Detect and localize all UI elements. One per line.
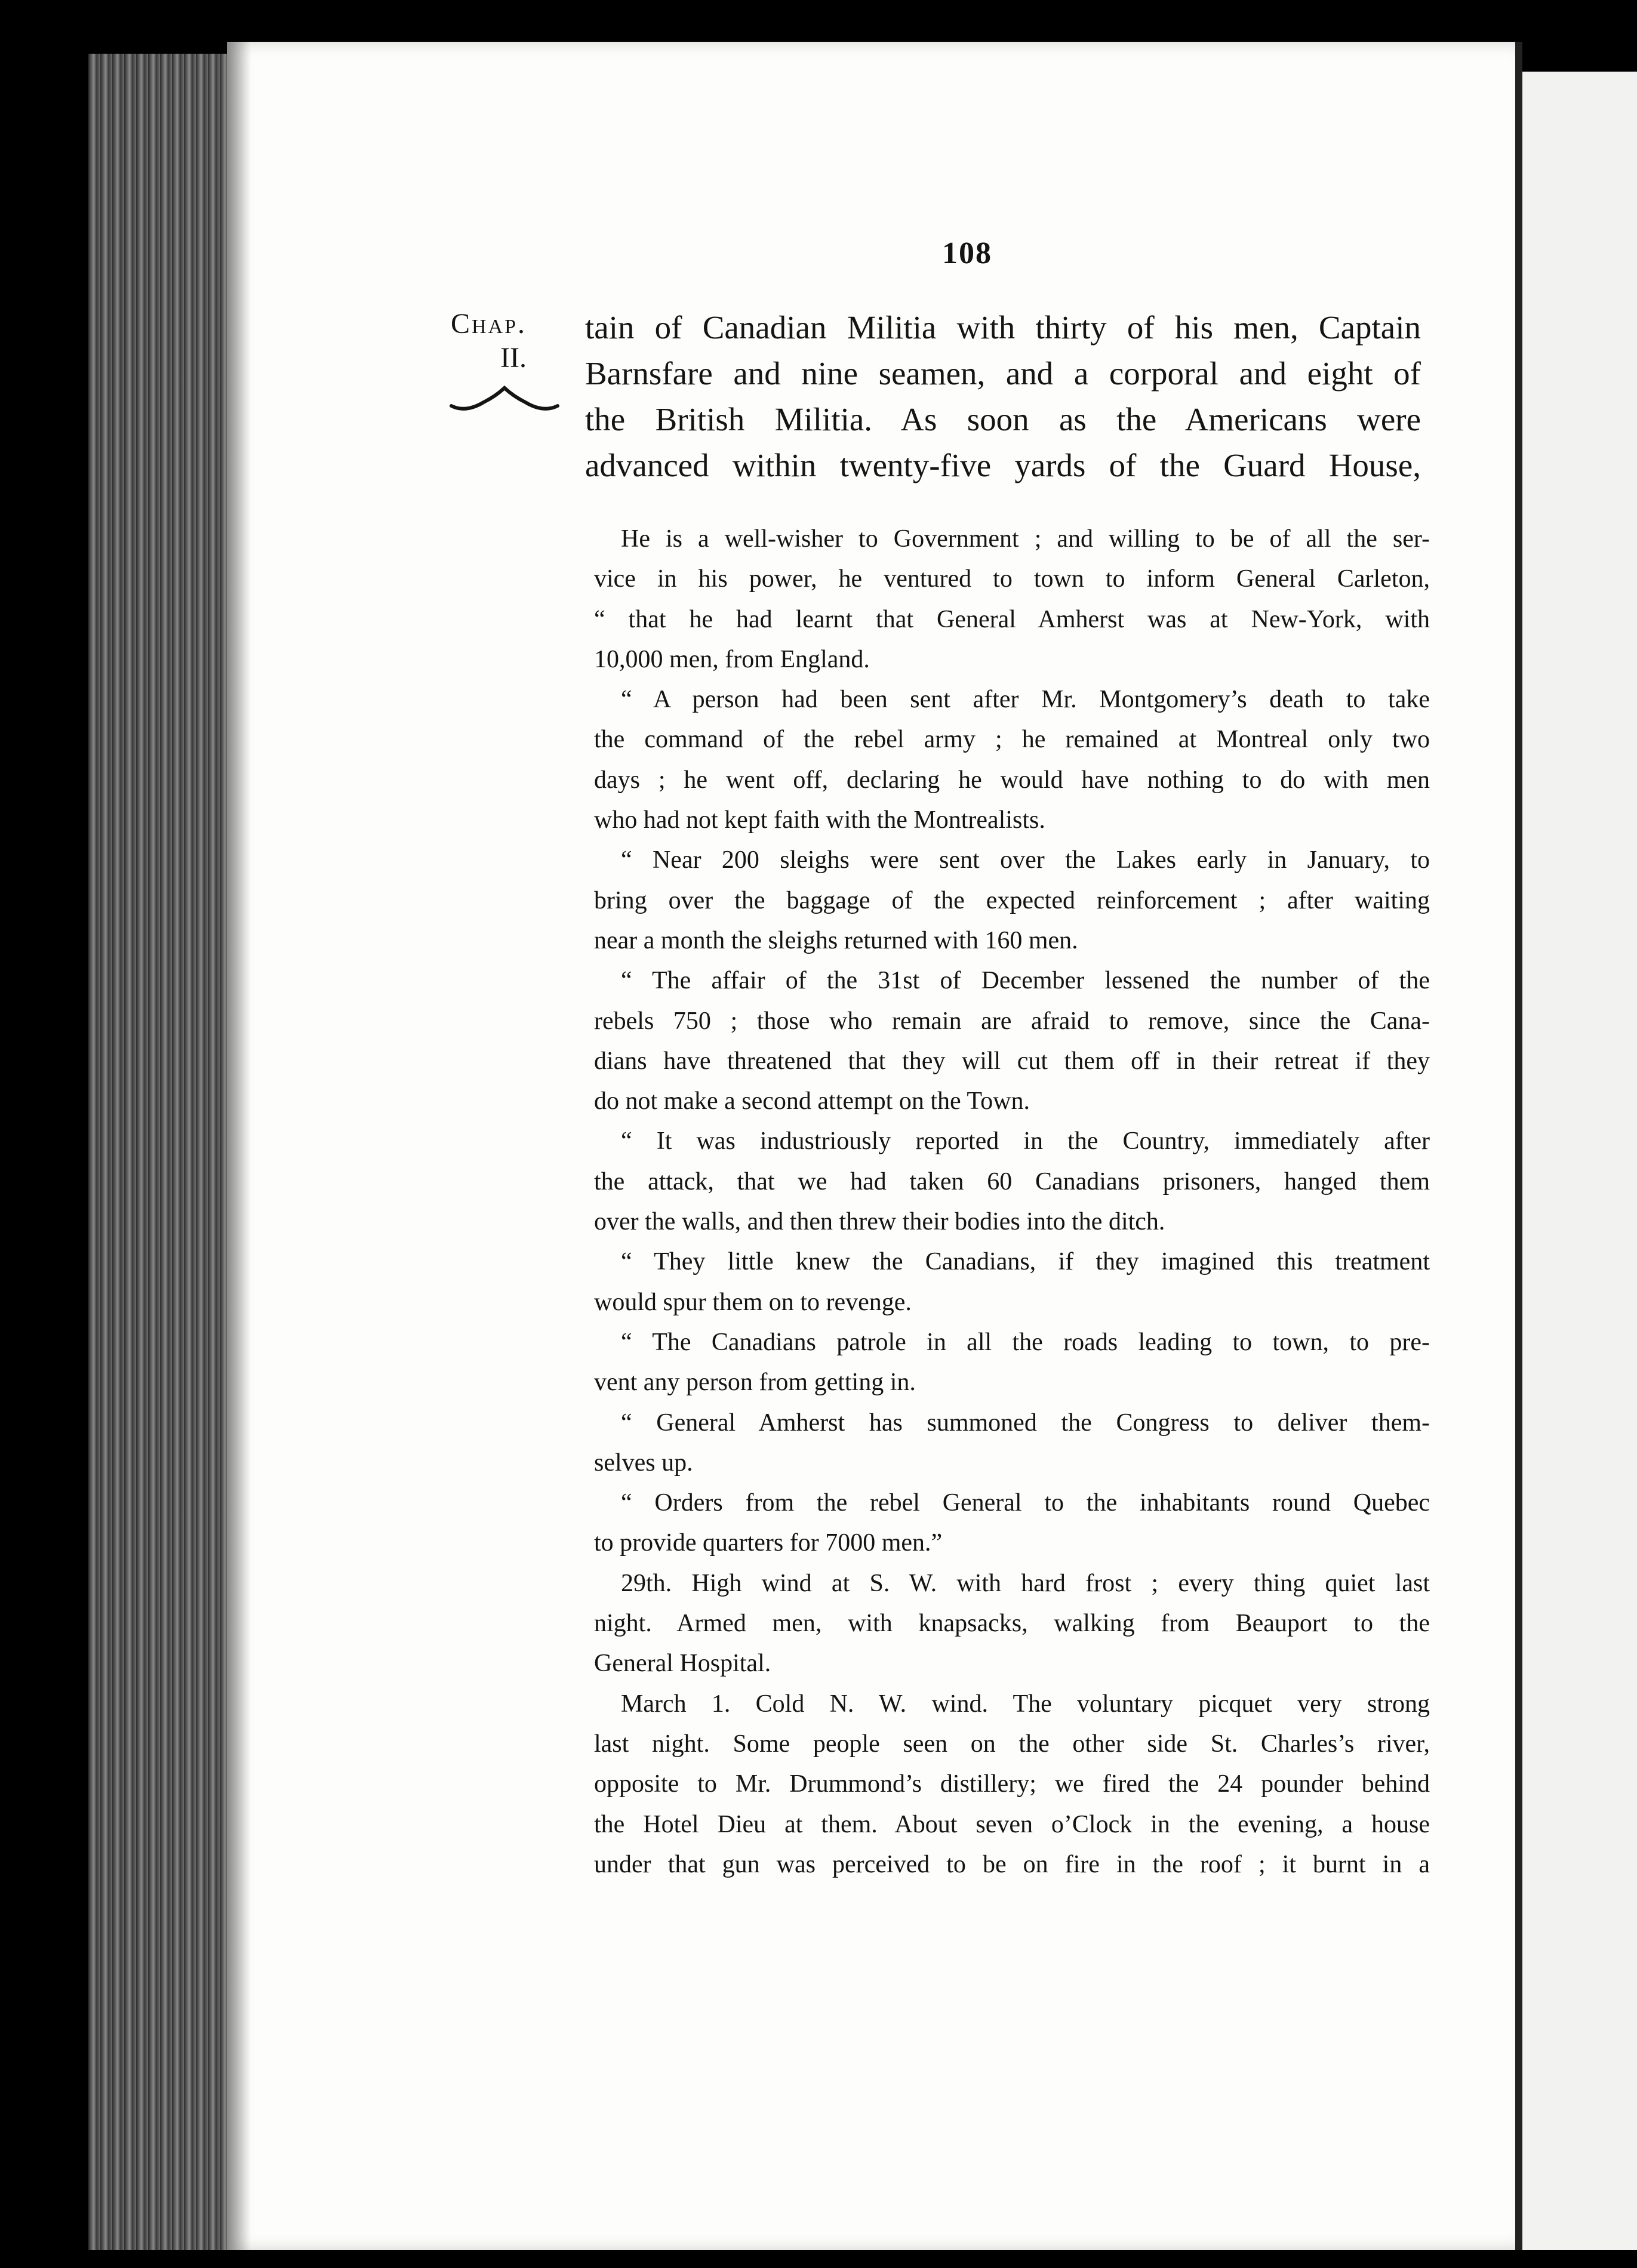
footnote-line: selves up. (594, 1449, 693, 1477)
chapter-number: II. (500, 342, 527, 374)
main-text-block (585, 304, 1421, 488)
footnote-line: near a month the sleighs returned with 160 men. (594, 926, 1078, 954)
book-page-edges (88, 54, 232, 2250)
footnote-line: vice in his power, he ventured to town to inform General Carleton, (594, 565, 1430, 593)
footnote-line: the Hotel Dieu at them. About seven o’Clock in the evening, a house (594, 1810, 1430, 1838)
footnote-line: “ The affair of the 31st of December lessened the number of the (621, 967, 1430, 995)
footnote-line: dians have threatened that they will cut them off in their retreat if they (594, 1047, 1430, 1075)
footnote-line: rebels 750 ; those who remain are afraid to remove, since the Cana- (594, 1007, 1430, 1035)
footnote-line: “ General Amherst has summoned the Congress to deliver them- (621, 1409, 1430, 1437)
footnote-line: bring over the baggage of the expected reinforcement ; after waiting (594, 886, 1430, 914)
footnote-line: vent any person from getting in. (594, 1369, 916, 1397)
footnote-line: over the walls, and then threw their bodies into the ditch. (594, 1208, 1165, 1236)
footnote-line: “ The Canadians patrole in all the roads leading to town, to pre- (621, 1328, 1430, 1356)
chapter-label: Chap. (451, 308, 527, 340)
gutter-shadow (227, 42, 251, 2250)
footnote-line: under that gun was perceived to be on fire in the roof ; it burnt in a (594, 1850, 1430, 1878)
footnote-line: would spur them on to revenge. (594, 1288, 912, 1316)
footnote-line: to provide quarters for 7000 men.” (594, 1529, 943, 1557)
footnote-line: March 1. Cold N. W. wind. The voluntary picquet very strong (621, 1690, 1430, 1718)
footnote-line: “ that he had learnt that General Amherst was at New-York, with (594, 605, 1430, 633)
main-text-line: advanced within twenty-five yards of the Guard House, (585, 447, 1421, 483)
brace-ornament-icon (448, 382, 561, 418)
page-number: 108 (942, 236, 992, 270)
footnote-line: the command of the rebel army ; he remained at Montreal only two (594, 726, 1430, 754)
footnote-line: General Hospital. (594, 1650, 771, 1678)
footnote-line: “ A person had been sent after Mr. Montgomery’s death to take (621, 686, 1430, 714)
footnote-line: He is a well-wisher to Government ; and willing to be of all the ser- (621, 525, 1430, 553)
footnote-line: night. Armed men, with knapsacks, walking from Beauport to the (594, 1610, 1430, 1638)
footnote-line: last night. Some people seen on the other side St. Charles’s river, (594, 1730, 1430, 1758)
footnote-line: 29th. High wind at S. W. with hard frost ; every thing quiet last (621, 1569, 1430, 1597)
footnote-line: who had not kept faith with the Montrealists. (594, 806, 1045, 834)
footnote-line: “ Orders from the rebel General to the inhabitants round Quebec (621, 1489, 1430, 1517)
footnote-line: “ They little knew the Canadians, if they imagined this treatment (621, 1248, 1430, 1276)
main-text-line: Barnsfare and nine seamen, and a corporal and eight of (585, 355, 1421, 392)
main-text-line: tain of Canadian Militia with thirty of his men, Captain (585, 309, 1421, 346)
footnote-line: the attack, that we had taken 60 Canadians prisoners, hanged them (594, 1167, 1430, 1195)
main-text-line: the British Militia. As soon as the Americans were (585, 401, 1421, 437)
footnote-block (594, 519, 1430, 1885)
footnote-line: opposite to Mr. Drummond’s distillery; we fired the 24 pounder behind (594, 1770, 1430, 1798)
footnote-line: 10,000 men, from England. (594, 645, 870, 673)
right-page-edge (1515, 42, 1522, 2250)
footnote-line: days ; he went off, declaring he would have nothing to do with men (594, 766, 1430, 794)
facing-page-fragment (1522, 72, 1637, 2250)
footnote-line: “ It was industriously reported in the Country, immediately after (621, 1127, 1430, 1155)
footnote-line: do not make a second attempt on the Town. (594, 1087, 1030, 1115)
footnote-line: “ Near 200 sleighs were sent over the Lakes early in January, to (621, 846, 1430, 874)
